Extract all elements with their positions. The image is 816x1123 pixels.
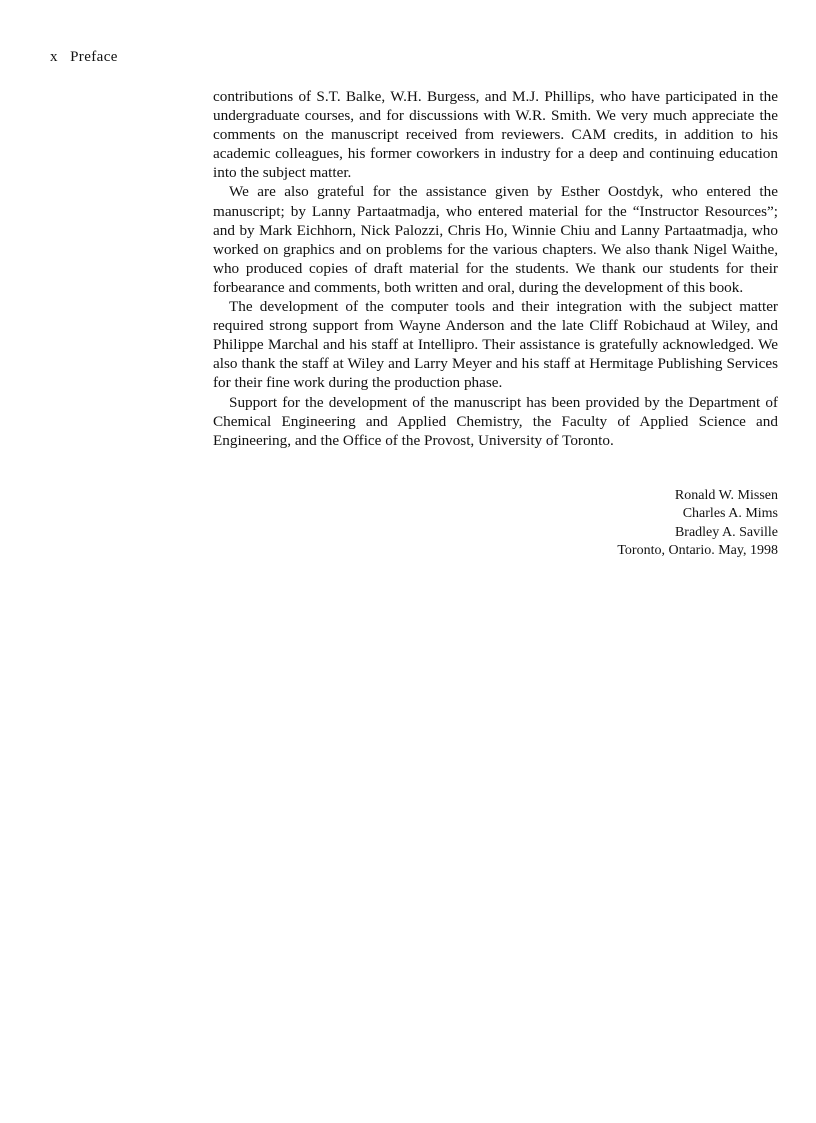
author-name: Charles A. Mims [682, 506, 778, 522]
preface-body [213, 87, 778, 450]
page-number: x [50, 49, 58, 65]
section-title: Preface [70, 49, 118, 65]
paragraph-computer-tools: The development of the computer tools and their integration with the subject matter required strong support from Wayne Anderson and the late Cliff Robichaud at Wiley, and Philippe Marchal and his staff at Intellipro. Their assistance is gratefully acknowledged. We also thank the staff at Wiley and Larry Meyer and his staff at Hermitage Publishing Services for their fine work during the production phase. [213, 298, 778, 392]
author-name: Ronald W. Missen [674, 488, 778, 503]
paragraph-continued: contributions of S.T. Balke, W.H. Burgess, and M.J. Phillips, who have participated in the undergraduate courses, and for discussions with W.R. Smith. We very much appreciate the comments on the manuscript received from reviewers. CAM credits, in addition to his academic colleagues, his former coworkers in industry for a deep and continuing education into the subject matter. [213, 88, 778, 182]
paragraph-acknowledgements: We are also grateful for the assistance given by Esther Oostdyk, who entered the manuscript; by Lanny Partaatmadja, who entered material for the “Instructor Resources”; and by Mark Eichhorn, Nick Palozzi, Chris Ho, Winnie Chiu and Lanny Partaatmadja, who worked on graphics and on problems for the various chapters. We also thank Nigel Waithe, who produced copies of draft material for the students. We thank our students for their forbearance and comments, both written and oral, during the development of this book. [213, 183, 778, 296]
running-head [50, 49, 118, 66]
paragraph-support: Support for the development of the manuscript has been provided by the Department of Chemical Engineering and Applied Chemistry, the Faculty of Applied Science and Engineering, and the Office of the Provost, University of Toronto. [213, 393, 778, 449]
author-name: Bradley A. Saville [674, 524, 778, 540]
place-date: Toronto, Ontario. May, 1998 [617, 542, 778, 558]
signature-block [617, 487, 778, 560]
